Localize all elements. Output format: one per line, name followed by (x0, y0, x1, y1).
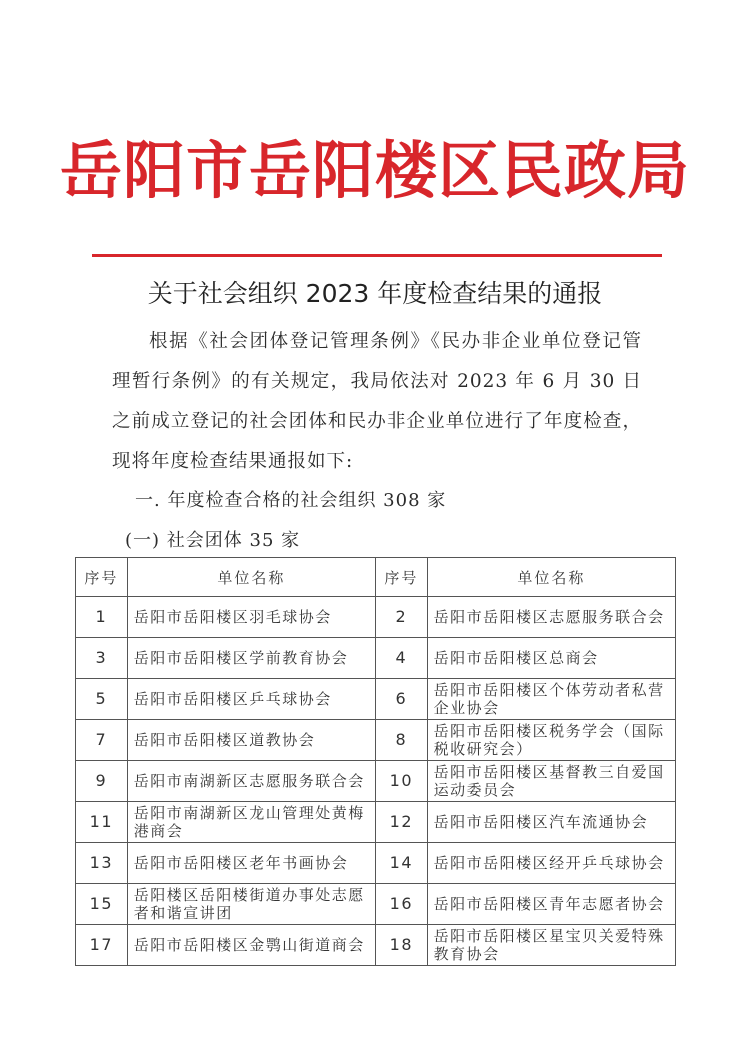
table-cell-no: 1 (76, 597, 128, 638)
table-cell-no: 17 (76, 925, 128, 966)
table-cell-no: 16 (375, 884, 427, 925)
table-cell-name: 岳阳市岳阳楼区个体劳动者私营企业协会 (427, 679, 675, 720)
table-cell-name: 岳阳市岳阳楼区青年志愿者协会 (427, 884, 675, 925)
table-cell-name: 岳阳市岳阳楼区星宝贝关爱特殊教育协会 (427, 925, 675, 966)
table-cell-no: 6 (375, 679, 427, 720)
table-row (76, 638, 676, 679)
column-header-name: 单位名称 (127, 558, 375, 597)
table-row (76, 761, 676, 802)
table-row (76, 925, 676, 966)
table-cell-no: 8 (375, 720, 427, 761)
table-row (76, 802, 676, 843)
table-cell-name: 岳阳市岳阳楼区金鹗山街道商会 (127, 925, 375, 966)
table-cell-name: 岳阳市岳阳楼区老年书画协会 (127, 843, 375, 884)
table-cell-name: 岳阳市岳阳楼区汽车流通协会 (427, 802, 675, 843)
table-cell-name: 岳阳市岳阳楼区总商会 (427, 638, 675, 679)
table-cell-no: 13 (76, 843, 128, 884)
table-cell-no: 3 (76, 638, 128, 679)
section-heading-1: 一. 年度检查合格的社会组织 308 家 (135, 490, 447, 511)
table-cell-no: 4 (375, 638, 427, 679)
table-cell-name: 岳阳市岳阳楼区税务学会（国际税收研究会） (427, 720, 675, 761)
column-header-name: 单位名称 (427, 558, 675, 597)
table-row (76, 884, 676, 925)
table-cell-no: 2 (375, 597, 427, 638)
table-header-row (76, 558, 676, 597)
table-cell-name: 岳阳市岳阳楼区乒乓球协会 (127, 679, 375, 720)
subsection-heading-1: (一) 社会团体 35 家 (125, 530, 301, 551)
table-cell-name: 岳阳市岳阳楼区志愿服务联合会 (427, 597, 675, 638)
table-cell-no: 10 (375, 761, 427, 802)
table-cell-no: 11 (76, 802, 128, 843)
intro-paragraph: 根据《社会团体登记管理条例》《民办非企业单位登记管理暂行条例》的有关规定，我局依法对 2023 年 6 月 30 日之前成立登记的社会团体和民办非企业单位进行了年度检查，现将年度检查结果通报如下: (112, 331, 642, 472)
table-row (76, 597, 676, 638)
table-cell-name: 岳阳市南湖新区龙山管理处黄梅港商会 (127, 802, 375, 843)
organization-table (75, 557, 676, 966)
table-row (76, 843, 676, 884)
table-cell-name: 岳阳市岳阳楼区道教协会 (127, 720, 375, 761)
table-cell-no: 5 (76, 679, 128, 720)
table-cell-no: 12 (375, 802, 427, 843)
issuing-authority-header: 岳阳市岳阳楼区民政局 (59, 134, 690, 207)
table-cell-no: 15 (76, 884, 128, 925)
table-cell-name: 岳阳市岳阳楼区经开乒乓球协会 (427, 843, 675, 884)
table-cell-name: 岳阳市岳阳楼区羽毛球协会 (127, 597, 375, 638)
table-cell-no: 18 (375, 925, 427, 966)
table-row (76, 679, 676, 720)
table-cell-name: 岳阳市岳阳楼区学前教育协会 (127, 638, 375, 679)
table-cell-no: 7 (76, 720, 128, 761)
table-row (76, 720, 676, 761)
table-cell-no: 14 (375, 843, 427, 884)
column-header-no: 序号 (76, 558, 128, 597)
table-cell-name: 岳阳市岳阳楼区基督教三自爱国运动委员会 (427, 761, 675, 802)
table-cell-name: 岳阳楼区岳阳楼街道办事处志愿者和谐宣讲团 (127, 884, 375, 925)
table-cell-name: 岳阳市南湖新区志愿服务联合会 (127, 761, 375, 802)
red-divider-line (92, 254, 662, 257)
column-header-no: 序号 (375, 558, 427, 597)
document-title: 关于社会组织 2023 年度检查结果的通报 (147, 279, 603, 308)
table-cell-no: 9 (76, 761, 128, 802)
